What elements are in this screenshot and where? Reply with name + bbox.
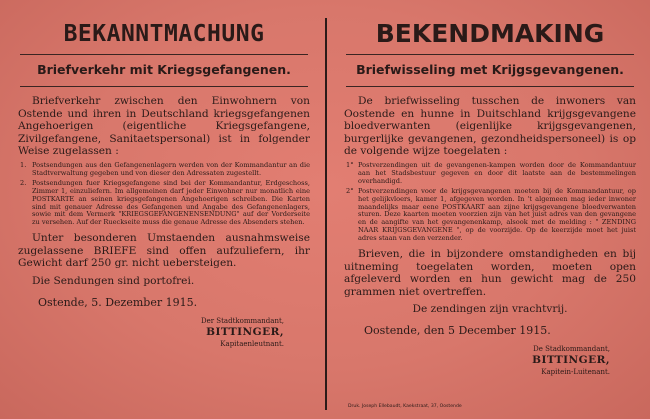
german-list <box>14 162 314 227</box>
list-number: 2° <box>346 186 354 195</box>
german-date: Ostende, 5. Dezember 1915. <box>38 295 198 309</box>
german-signature-name: BITTINGER, <box>206 325 284 338</box>
german-list-item <box>20 162 310 178</box>
dutch-subtitle: Briefwisseling met Krijgsgevangenen. <box>356 62 624 77</box>
list-number: 2. <box>20 178 27 187</box>
dutch-title-rule <box>346 54 634 55</box>
dutch-signature-name: BITTINGER, <box>532 354 610 366</box>
printer-imprint: Druk. Joseph Ellebaudt, Kaekstraat, 37, Oostende <box>348 404 462 409</box>
dutch-subtitle-rule <box>346 86 634 87</box>
dutch-title: BEKENDMAKING <box>375 19 605 48</box>
dutch-list-item <box>346 188 636 243</box>
dutch-intro: De briefwisseling tusschen de inwoners van Oostende en hunne in Duitschland krijgsgevangene bloedverwanten (eigenlijke krijgsgevangenen, burgerlijke gevangenen, gezondheidspersoneel) is op de volgende wijze toegelaten : <box>344 95 636 158</box>
dutch-signature <box>340 344 640 377</box>
dutch-signature-title: De Stadkommandant, <box>533 345 610 353</box>
german-letters-paragraph: Unter besonderen Umstaenden ausnahmsweise zugelassene BRIEFE sind offen aufzuliefern, ihr Gewicht darf 250 gr. nicht uebersteigen. <box>18 232 310 270</box>
german-signature-title: Der Stadtkommandant, <box>200 316 284 325</box>
dutch-list <box>340 162 640 243</box>
list-text: Postsendungen aus den Gefangenenlagern werden von der Kommandantur an die Stadtverwaltung gegeben und von dieser den Adressaten zugestellt. <box>32 160 310 177</box>
german-list-item <box>20 180 310 227</box>
list-text: Postsendungen fuer Kriegsgefangene sind bei der Kommandantur, Erdgeschoss, Zimmer 1, einzuliefern. Im allgemeinen darf jeder Einwohner nur monatlich eine POSTKARTE an seinen kriegsgefangenen Angehoerigen schreiben. Die Karten sind mit genauer Adresse des Gefangenen und Angabe des Gefangenenlagers, sowie mit dem Vermerk "KRIEGSGEFANGENENSENDUNG" auf der Vorderseite zu versehen. Auf der Rueckseite muss die genaue Adresse des Absenders stehen. <box>32 178 310 227</box>
german-subtitle-rule <box>20 86 308 87</box>
dutch-letters-paragraph: Brieven, die in bijzondere omstandigheden en bij uitneming toegelaten worden, moeten open afgeleverd worden en hun gewicht mag de 250 grammen niet overtreffen. <box>344 248 636 298</box>
list-number: 1° <box>346 160 354 169</box>
dutch-column <box>340 10 640 413</box>
german-title: BEKANNTMACHUNG <box>63 21 265 47</box>
dutch-date: Oostende, den 5 December 1915. <box>364 324 551 337</box>
german-postage-paragraph: Die Sendungen sind portofrei. <box>32 275 195 287</box>
german-title-rule <box>20 54 308 55</box>
list-text: Postverzendingen uit de gevangenen-kampen worden door de Kommandantuur aan het Stadsbestuur gegeven en door dit laatste aan de bestemmelingen overhandigd. <box>358 160 636 185</box>
german-column <box>14 10 314 413</box>
dutch-signature-rank: Kapitein-Luitenant. <box>541 368 610 376</box>
column-divider <box>325 18 327 410</box>
german-signature-rank: Kapitaenleutnant. <box>220 339 284 348</box>
list-number: 1. <box>20 160 27 169</box>
german-signature <box>14 316 314 349</box>
dutch-list-item <box>346 162 636 186</box>
list-text: Postverzendingen voor de krijgsgevangenen moeten bij de Kommandantuur, op het gelijkvloers, kamer 1, afgegeven worden. In 't algemeen mag ieder inwoner maandelijks maar eene POSTKAART aan zijne krijgsgevangene bloedverwanten sturen. Deze kaarten moeten voorzien zijn van het juist adres van den gevangene en de aangifte van het gevangenenkamp, alsook met de melding : " ZENDING NAAR KRIJGSGEVANGENE ", op de voorzijde. Op de keerzijde moet het juist adres staan van den verzender. <box>358 186 636 243</box>
dutch-postage-paragraph: De zendingen zijn vrachtvrij. <box>412 303 568 316</box>
german-intro: Briefverkehr zwischen den Einwohnern von Ostende und ihren in Deutschland kriegsgefangenen Angehoerigen (eigentliche Kriegsgefangene, Zivilgefangene, Sanitaetspersonal) ist in folgender Weise zugelassen : <box>18 95 310 158</box>
german-subtitle: Briefverkehr mit Kriegsgefangenen. <box>37 62 291 77</box>
